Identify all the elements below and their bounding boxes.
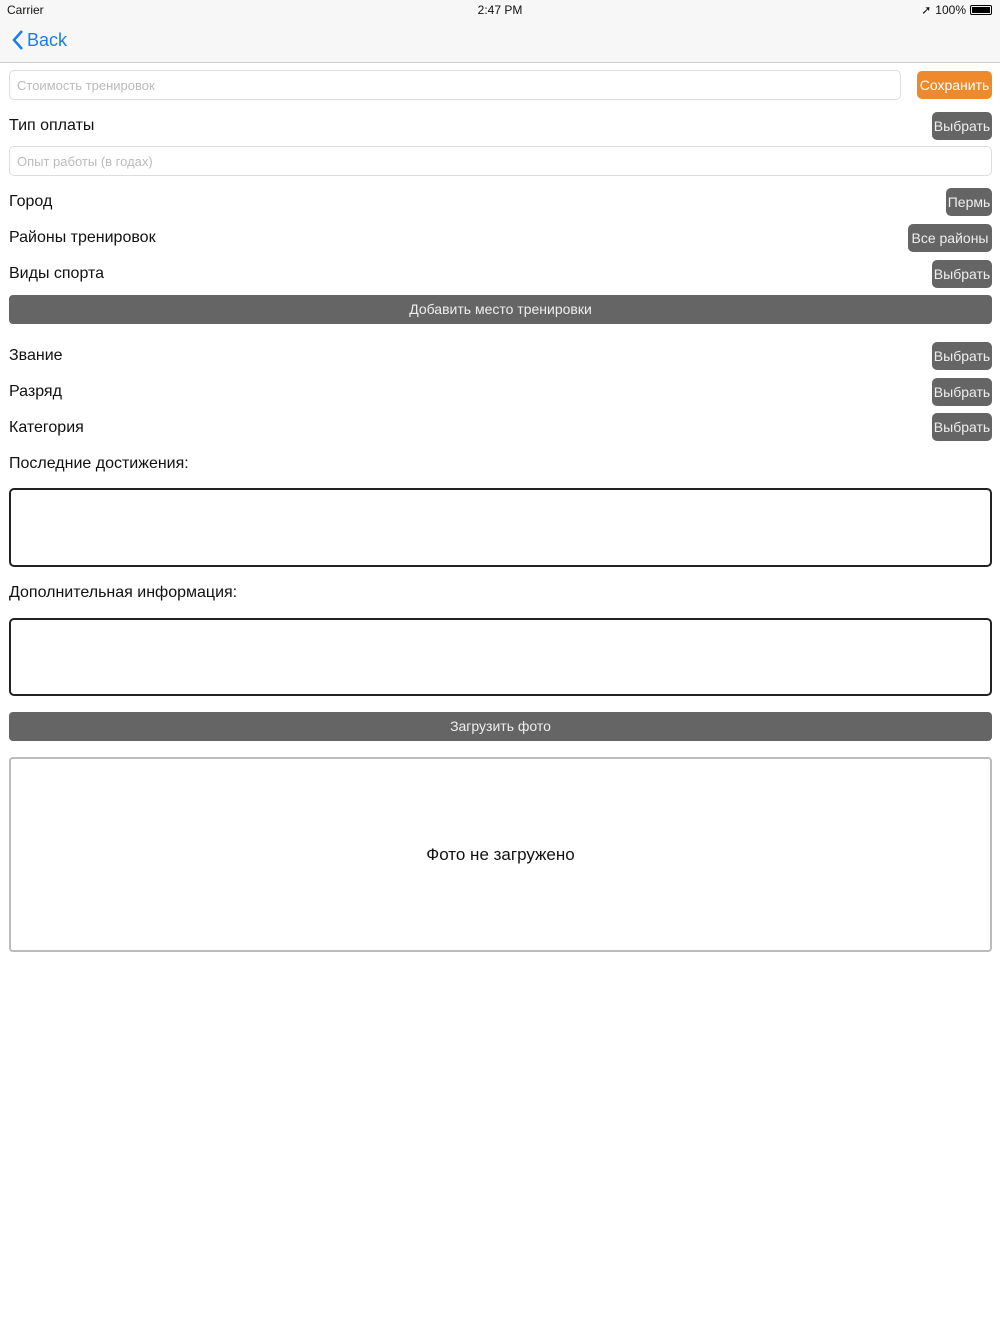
title-label: Звание <box>9 347 63 364</box>
info-label: Дополнительная информация: <box>9 584 238 601</box>
achievements-textarea[interactable] <box>9 488 992 567</box>
city-button[interactable]: Пермь <box>946 188 992 216</box>
back-button[interactable] <box>12 29 67 51</box>
back-label: Back <box>27 29 68 50</box>
add-place-button[interactable]: Добавить место тренировки <box>9 295 992 324</box>
status-bar <box>0 0 1000 20</box>
cost-input[interactable]: Стоимость тренировок <box>9 70 901 100</box>
time: 2:47 PM <box>477 3 523 17</box>
category-button[interactable]: Выбрать <box>932 413 992 441</box>
payment-label: Тип оплаты <box>9 117 95 134</box>
chevron-left-icon <box>12 29 24 51</box>
carrier: Carrier <box>7 3 44 17</box>
battery-icon <box>970 5 992 15</box>
photo-placeholder <box>9 757 992 952</box>
rank-button[interactable]: Выбрать <box>932 378 992 406</box>
districts-button[interactable]: Все районы <box>908 224 992 252</box>
rank-label: Разряд <box>9 383 62 400</box>
upload-photo-button[interactable]: Загрузить фото <box>9 712 992 741</box>
save-button[interactable]: Сохранить <box>917 71 992 99</box>
title-button[interactable]: Выбрать <box>932 342 992 370</box>
status-right <box>921 3 992 17</box>
no-photo-text: Фото не загружено <box>426 844 575 864</box>
battery-percent: 100% <box>935 3 966 17</box>
payment-select-button[interactable]: Выбрать <box>932 112 992 140</box>
sports-label: Виды спорта <box>9 265 105 282</box>
info-textarea[interactable] <box>9 618 992 696</box>
city-label: Город <box>9 193 53 210</box>
location-icon: ➚ <box>921 3 932 17</box>
sports-button[interactable]: Выбрать <box>932 260 992 288</box>
districts-label: Районы тренировок <box>9 229 156 246</box>
category-label: Категория <box>9 419 84 436</box>
nav-bar <box>0 20 1000 63</box>
experience-input[interactable]: Опыт работы (в годах) <box>9 146 992 176</box>
achievements-label: Последние достижения: <box>9 455 189 472</box>
